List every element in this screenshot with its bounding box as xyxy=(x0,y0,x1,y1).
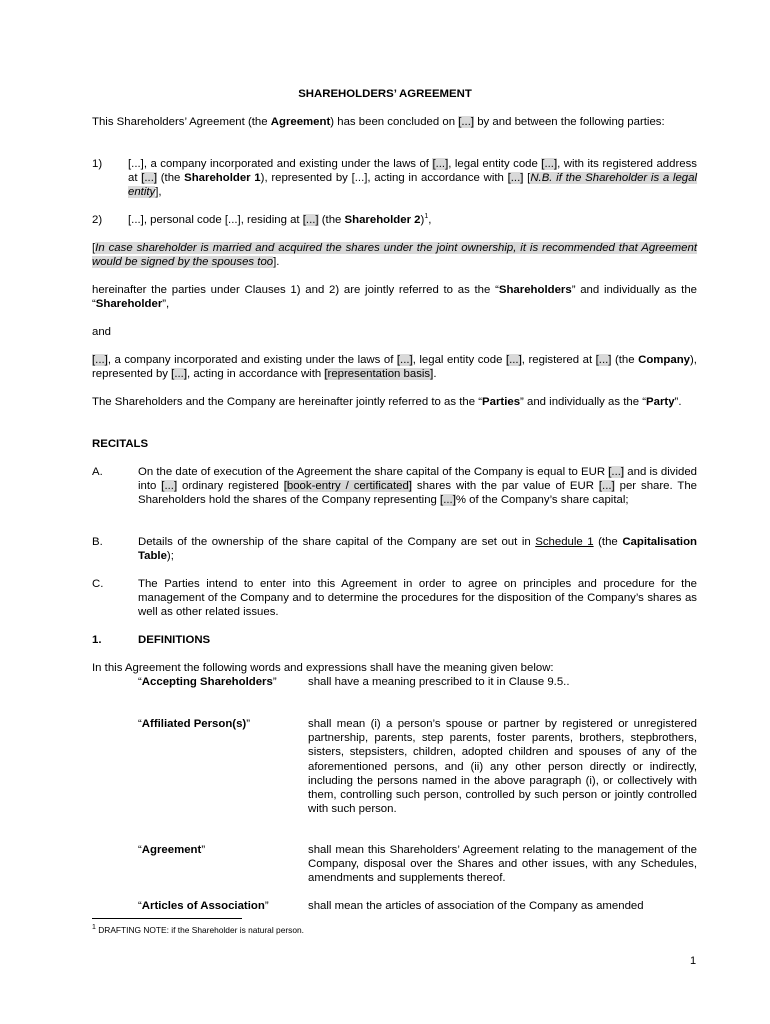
para-text: ”. xyxy=(674,396,682,408)
placeholder-field: [...] xyxy=(302,214,319,226)
placeholder-field: [...] xyxy=(161,480,178,493)
para-text: ” and individually as the “ xyxy=(92,284,697,311)
drafting-note: N.B. if the Shareholder is a legal entity xyxy=(128,172,697,199)
footnote-reference[interactable]: 1 xyxy=(424,213,429,221)
para-text: ” and individually as the “ xyxy=(520,396,647,408)
definition-accepting-shareholders: shall have a meaning prescribed to it in Clause 9.5.. xyxy=(308,676,570,688)
placeholder-field: [...] xyxy=(440,494,456,507)
drafting-note: In case shareholder is married and acquired the shares under the joint ownership, it is recommended that Agreement would be signed by the spouses too xyxy=(92,242,697,269)
schedule-link[interactable]: Schedule 1 xyxy=(535,536,594,548)
hereinafter-paragraph xyxy=(92,283,697,311)
placeholder-field: [...] xyxy=(598,480,615,493)
party-term: Shareholder 1 xyxy=(184,172,261,185)
term-accepting-shareholders xyxy=(138,675,298,689)
para-text: The Shareholders and the Company are hereinafter jointly referred to as the “ xyxy=(92,396,483,408)
definition-articles-of-association: shall mean the articles of association of the Company as amended xyxy=(308,900,644,912)
defined-term: Shareholders xyxy=(498,284,572,296)
placeholder-field: [...] xyxy=(396,354,413,366)
defined-term: Capitalisation Table xyxy=(138,536,697,563)
term-label: Agreement xyxy=(141,844,202,856)
recital-c-text: The Parties intend to enter into this Agreement in order to agree on principles and procedure for the management of the Company and to determine the procedures for the disposition of the Company’s shares as well as other related issues. xyxy=(138,578,697,619)
para-text: (the xyxy=(611,354,639,366)
footnote-separator xyxy=(92,918,242,919)
party-text: [...], personal code [...], residing at xyxy=(128,214,303,226)
placeholder-field: [...] xyxy=(541,158,558,170)
company-paragraph xyxy=(92,353,697,381)
defined-term: Parties xyxy=(482,396,521,408)
quote-mark: ” xyxy=(264,900,269,912)
recital-c-number: C. xyxy=(92,578,104,590)
intro-text: ) has been concluded on xyxy=(330,116,459,128)
recital-text: per share. The Shareholders hold the shares of the Company representing xyxy=(138,480,697,507)
placeholder-field: [...] xyxy=(141,172,158,185)
placeholder-field: [...] xyxy=(595,354,612,366)
parties-paragraph xyxy=(92,395,697,409)
definitions-heading: DEFINITIONS xyxy=(138,634,211,646)
recital-text: ordinary registered xyxy=(177,480,284,493)
term-label: Accepting Shareholders xyxy=(141,676,273,688)
party-text: [...], a company incorporated and existing under the laws of xyxy=(128,158,433,170)
para-text: , registered at xyxy=(521,354,596,366)
placeholder-field: [...] xyxy=(92,354,108,366)
party-text: ) xyxy=(420,214,425,226)
intro-paragraph xyxy=(92,115,697,129)
party-2-paragraph xyxy=(128,213,697,227)
definitions-intro: In this Agreement the following words and expressions shall have the meaning given below: xyxy=(92,662,554,674)
recital-text: On the date of execution of the Agreement the share capital of the Company is equal to EUR xyxy=(138,466,609,478)
note-bracket: [ xyxy=(92,242,96,254)
definition-agreement: shall mean this Shareholders’ Agreement relating to the management of the Company, disposal over the Shares and other issues, with any Schedules, amendments and supplements thereof. xyxy=(308,844,697,885)
defined-term: Party xyxy=(646,396,675,408)
quote-mark: “ xyxy=(138,676,142,688)
page-number: 1 xyxy=(690,955,697,967)
party-text: , legal entity code xyxy=(448,158,542,170)
defined-term: Shareholder xyxy=(95,298,163,311)
party-text: (the xyxy=(318,214,345,226)
quote-mark: ” xyxy=(272,676,277,688)
placeholder-field: [...] xyxy=(505,354,522,366)
footnote-text: DRAFTING NOTE: if the Shareholder is natural person. xyxy=(95,925,304,935)
para-text: hereinafter the parties under Clauses 1) and 2) are jointly referred to as the “ xyxy=(92,284,499,296)
placeholder-field: [...] xyxy=(507,172,524,185)
spouse-note xyxy=(92,241,697,269)
recital-text: Details of the ownership of the share capital of the Company are set out in xyxy=(138,536,536,548)
party-text: , with its registered address at xyxy=(128,158,697,185)
quote-mark: “ xyxy=(138,718,142,730)
term-label: Affiliated Person(s) xyxy=(141,718,247,730)
recital-b-text xyxy=(138,535,697,563)
term-agreement xyxy=(138,843,298,857)
para-text: ”, xyxy=(162,298,170,311)
recital-text: and is divided into xyxy=(138,466,697,493)
para-text: , a company incorporated and existing under the laws of xyxy=(107,354,397,366)
term-affiliated-persons xyxy=(138,717,298,731)
intro-text: by and between the following parties: xyxy=(474,116,665,128)
intro-term: Agreement xyxy=(270,116,331,128)
definition-affiliated-persons: shall mean (i) a person’s spouse or partner by registered or unregistered partnership, parents, step parents, foster parents, brothers, stepbrothers, sisters, stepsisters, children, adopted children and spouses of any of the aforementioned persons, and (ii) any other person directly or indirectly, including the persons named in the above paragraph (i), or collectively with them, controlling such person, controlled by such person or jointly controlled with such person. xyxy=(308,718,697,816)
quote-mark: ” xyxy=(246,718,251,730)
party-text: [ xyxy=(523,172,531,185)
placeholder-field: [...] xyxy=(432,158,449,170)
note-bracket: ]. xyxy=(273,256,280,269)
footnote xyxy=(92,925,304,936)
para-text: . xyxy=(433,368,437,381)
recital-b-number: B. xyxy=(92,536,103,548)
placeholder-field: [...] xyxy=(458,116,475,128)
placeholder-field: [...] xyxy=(608,466,625,478)
party-term: Shareholder 2 xyxy=(344,214,421,226)
para-text: ), represented by xyxy=(92,354,697,381)
para-text: , legal entity code xyxy=(412,354,506,366)
para-text: , acting in accordance with xyxy=(186,368,325,381)
intro-text: This Shareholders’ Agreement (the xyxy=(92,116,271,128)
recital-text: (the xyxy=(593,536,623,548)
term-label: Articles of Association xyxy=(141,900,265,912)
defined-term: Company xyxy=(638,354,691,366)
recital-a-number: A. xyxy=(92,466,103,478)
recitals-heading: RECITALS xyxy=(92,438,149,450)
party-1-number: 1) xyxy=(92,158,103,170)
placeholder-field: [representation basis] xyxy=(324,368,434,381)
recital-text: shares with the par value of EUR xyxy=(411,480,599,493)
placeholder-field: [...] xyxy=(171,368,187,381)
recital-text: ); xyxy=(166,550,174,563)
definitions-number: 1. xyxy=(92,634,102,646)
document-title: SHAREHOLDERS’ AGREEMENT xyxy=(298,88,472,100)
party-text: ], xyxy=(155,186,162,199)
quote-mark: “ xyxy=(138,900,142,912)
party-2-number: 2) xyxy=(92,214,103,226)
party-text: , xyxy=(428,214,432,226)
quote-mark: “ xyxy=(138,844,142,856)
quote-mark: ” xyxy=(201,844,206,856)
placeholder-field: [book-entry / certificated] xyxy=(283,480,412,493)
recital-a-text xyxy=(138,465,697,508)
party-text: (the xyxy=(157,172,185,185)
party-text: ), represented by [...], acting in accordance with xyxy=(260,172,508,185)
and-text: and xyxy=(92,326,112,338)
recital-text: % of the Company’s share capital; xyxy=(455,494,629,507)
party-1-paragraph xyxy=(128,157,697,200)
term-articles-of-association xyxy=(138,899,308,913)
footnote-marker: 1 xyxy=(92,924,96,932)
